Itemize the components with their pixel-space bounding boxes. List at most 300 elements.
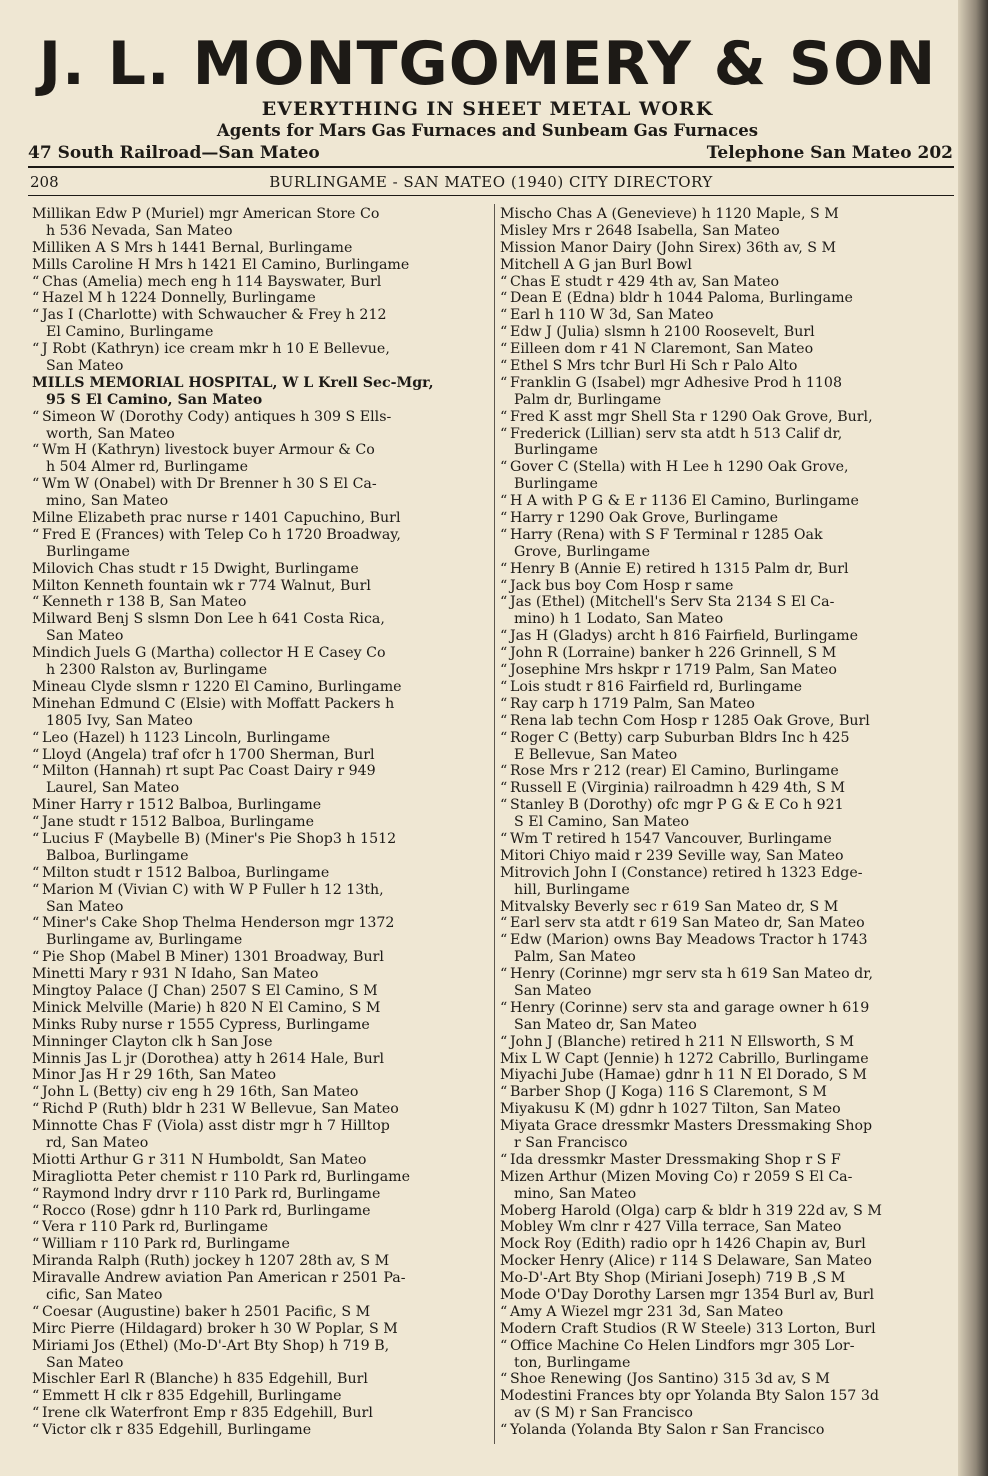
directory-entry-line [500, 527, 948, 544]
entry-text: Miner Harry r 1512 Balboa, Burlingame [32, 797, 322, 814]
directory-entry-line [32, 426, 488, 443]
entry-text: Jas H (Gladys) archt h 816 Fairfield, Burlingame [510, 628, 858, 645]
directory-entry-line [500, 966, 948, 983]
entry-text: Minninger Clayton clk h San Jose [32, 1033, 273, 1050]
entry-text: Mingtoy Palace (J Chan) 2507 S El Camino, S M [32, 982, 378, 999]
directory-entry-line [500, 426, 948, 443]
directory-entry-line [32, 1219, 488, 1236]
entry-text: Vera r 110 Park rd, Burlingame [42, 1219, 269, 1236]
directory-entry-line [500, 240, 948, 257]
directory-entry-line [500, 1321, 948, 1338]
directory-entry-line [500, 865, 948, 882]
ditto-mark: “ [500, 526, 508, 543]
directory-entry-line [32, 324, 488, 341]
entry-text: Burlingame [514, 442, 598, 459]
directory-entry-line [32, 459, 488, 476]
directory-entry-line [500, 223, 948, 240]
entry-text: Burlingame [514, 476, 598, 493]
directory-entry-line [32, 510, 488, 527]
directory-entry-line [500, 578, 948, 595]
ad-contact-row [20, 142, 955, 164]
entry-text: Lucius F (Maybelle B) (Miner's Pie Shop3 h 1512 [42, 830, 397, 847]
directory-entry-line [500, 645, 948, 662]
ad-agents-line: Agents for Mars Gas Furnaces and Sunbeam Gas Furnaces [216, 121, 759, 140]
entry-text: 1805 Ivy, San Mateo [46, 712, 193, 729]
ditto-mark: “ [32, 746, 40, 763]
directory-entry-line [500, 1084, 948, 1101]
directory-entry-line [500, 1219, 948, 1236]
directory-entry-line [32, 1203, 488, 1220]
entry-text: John R (Lorraine) banker h 226 Grinnell, S M [510, 645, 837, 662]
entry-text: Roger C (Betty) carp Suburban Bldrs Inc h 425 [510, 729, 850, 746]
directory-entry-line [32, 223, 488, 240]
directory-entry-line [32, 1017, 488, 1034]
ditto-mark: “ [32, 814, 40, 831]
ditto-mark: “ [32, 1422, 40, 1439]
entry-text: Mills Caroline H Mrs h 1421 El Camino, Burlingame [32, 256, 410, 273]
entry-text: Minor Jas H r 29 16th, San Mateo [32, 1067, 277, 1084]
directory-entry-line [32, 1253, 488, 1270]
entry-text: Rena lab techn Com Hosp r 1285 Oak Grove, Burl [510, 712, 870, 729]
directory-entry-line [32, 932, 488, 949]
entry-text: Balboa, Burlingame [46, 847, 189, 864]
directory-entry-line [32, 274, 488, 291]
entry-text: Emmett H clk r 835 Edgehill, Burlingame [42, 1388, 342, 1405]
ditto-mark: “ [500, 662, 508, 679]
entry-text: av (S M) r San Francisco [514, 1405, 693, 1422]
directory-entry-line [32, 561, 488, 578]
directory-entry-line [32, 645, 488, 662]
ditto-mark: “ [500, 712, 508, 729]
directory-entry-line [500, 392, 948, 409]
directory-entry-line [500, 1203, 948, 1220]
entry-text: rd, San Mateo [46, 1134, 149, 1151]
directory-entry-line [500, 915, 948, 932]
entry-text: Hazel M h 1224 Donnelly, Burlingame [42, 290, 316, 307]
ditto-mark: “ [500, 560, 508, 577]
entry-text: mino) h 1 Lodato, San Mateo [514, 611, 724, 628]
entry-text: Rocco (Rose) gdnr h 110 Park rd, Burlingame [42, 1202, 371, 1219]
entry-text: Minetti Mary r 931 N Idaho, San Mateo [32, 966, 319, 983]
ditto-mark: “ [500, 966, 508, 983]
directory-entry-line [500, 1304, 948, 1321]
directory-entry-line [500, 662, 948, 679]
entry-text: Edw J (Julia) slsmn h 2100 Roosevelt, Burl [510, 324, 815, 341]
entry-text: mino, San Mateo [514, 1185, 637, 1202]
entry-text: San Mateo [46, 898, 124, 915]
entry-text: Mock Roy (Edith) radio opr h 1426 Chapin av, Burl [500, 1236, 866, 1253]
directory-entry-line [500, 1371, 948, 1388]
ditto-mark: “ [32, 1303, 40, 1320]
entry-text: Burlingame [46, 543, 130, 560]
directory-entry-line [500, 983, 948, 1000]
entry-text: Jane studt r 1512 Balboa, Burlingame [42, 814, 314, 831]
entry-text: r San Francisco [514, 1134, 628, 1151]
directory-entry-line [32, 1388, 488, 1405]
ad-telephone: Telephone San Mateo 202 [706, 143, 953, 163]
directory-entry-line [32, 1321, 488, 1338]
entry-text: Miyakusu K (M) gdnr h 1027 Tilton, San Mateo [500, 1101, 841, 1118]
ditto-mark: “ [32, 763, 40, 780]
directory-entry-line [32, 409, 488, 426]
left-column [32, 206, 488, 1439]
ditto-mark: “ [32, 1202, 40, 1219]
directory-entry-line [32, 1422, 488, 1439]
entry-text: John L (Betty) civ eng h 29 16th, San Mateo [42, 1084, 359, 1101]
entry-text: San Mateo dr, San Mateo [514, 1016, 697, 1033]
directory-entry-line [500, 899, 948, 916]
directory-entry-line [500, 257, 948, 274]
entry-text: Mitrovich John I (Constance) retired h 1323 Edge- [500, 864, 863, 881]
entry-text: Minks Ruby nurse r 1555 Cypress, Burlingame [32, 1016, 370, 1033]
directory-entry-line [500, 763, 948, 780]
entry-text: Grove, Burlingame [514, 543, 651, 560]
directory-entry-line [32, 1270, 488, 1287]
entry-text: Lois studt r 816 Fairfield rd, Burlingame [510, 678, 803, 695]
ditto-mark: “ [500, 408, 508, 425]
entry-text: San Mateo [46, 358, 124, 375]
entry-text: Josephine Mrs hskpr r 1719 Palm, San Mateo [510, 662, 837, 679]
directory-entry-line [32, 1101, 488, 1118]
directory-entry-line [32, 1355, 488, 1372]
directory-entry-line [32, 1034, 488, 1051]
directory-entry-line [500, 409, 948, 426]
ditto-mark: “ [32, 949, 40, 966]
running-head: BURLINGAME - SAN MATEO (1940) CITY DIRECTORY [269, 173, 713, 191]
ad-tagline: EVERYTHING IN SHEET METAL WORK [261, 98, 714, 120]
ditto-mark: “ [32, 1236, 40, 1253]
entry-text: Misley Mrs r 2648 Isabella, San Mateo [500, 222, 780, 239]
directory-entry-line [32, 341, 488, 358]
entry-text: Mizen Arthur (Mizen Moving Co) r 2059 S El Ca- [500, 1168, 853, 1185]
directory-entry-line [32, 882, 488, 899]
header-top-rule [28, 166, 954, 168]
entry-text: Chas (Amelia) mech eng h 114 Bayswater, Burl [42, 273, 382, 290]
entry-text: Mode O'Day Dorothy Larsen mgr 1354 Burl av, Burl [500, 1287, 875, 1303]
entry-text: Lloyd (Angela) traf ofcr h 1700 Sherman, Burl [42, 746, 375, 763]
ditto-mark: “ [32, 1388, 40, 1405]
ditto-mark: “ [32, 594, 40, 611]
directory-entry-line [500, 358, 948, 375]
directory-entry-line [32, 1304, 488, 1321]
entry-text: Moberg Harold (Olga) carp & bldr h 319 22d av, S M [500, 1202, 882, 1219]
directory-entry-line [32, 1169, 488, 1186]
ditto-mark: “ [500, 358, 508, 375]
directory-entry-line [500, 1000, 948, 1017]
ditto-mark: “ [500, 999, 508, 1016]
advertisement-banner [20, 30, 955, 164]
ditto-mark: “ [32, 1185, 40, 1202]
entry-text: Fred E (Frances) with Telep Co h 1720 Broadway, [42, 526, 401, 543]
directory-entry-line [32, 594, 488, 611]
entry-text: Milovich Chas studt r 15 Dwight, Burlingame [32, 560, 359, 577]
directory-entry-line [32, 307, 488, 324]
directory-entry-line [500, 1034, 948, 1051]
entry-text: John J (Blanche) retired h 211 N Ellsworth, S M [510, 1033, 854, 1050]
directory-entry-line [32, 628, 488, 645]
entry-text: Jack bus boy Com Hosp r same [510, 577, 734, 594]
entry-text: Mitvalsky Beverly sec r 619 San Mateo dr, S M [500, 898, 839, 915]
directory-entry-line [32, 966, 488, 983]
directory-entry-line [500, 459, 948, 476]
entry-text: Modestini Frances bty opr Yolanda Bty Salon 157 3d [500, 1388, 879, 1405]
ditto-mark: “ [500, 324, 508, 341]
directory-entry-line [500, 1405, 948, 1422]
ditto-mark: “ [32, 915, 40, 932]
entry-text: William r 110 Park rd, Burlingame [42, 1236, 290, 1253]
directory-entry-line [32, 1067, 488, 1084]
entry-text: Minehan Edmund C (Elsie) with Moffatt Packers h [32, 695, 395, 712]
directory-entry-line [500, 932, 948, 949]
ditto-mark: “ [32, 881, 40, 898]
entry-text: worth, San Mateo [46, 425, 175, 442]
directory-entry-line [500, 1422, 948, 1439]
ditto-mark: “ [500, 645, 508, 662]
entry-text: Milton Kenneth fountain wk r 774 Walnut, Burl [32, 577, 371, 594]
ditto-mark: “ [32, 273, 40, 290]
directory-entry-line [32, 1371, 488, 1388]
directory-entry-line [500, 476, 948, 493]
entry-text: Barber Shop (J Koga) 116 S Claremont, S M [510, 1084, 827, 1101]
entry-text: Rose Mrs r 212 (rear) El Camino, Burlingame [510, 763, 839, 780]
directory-entry-line [32, 679, 488, 696]
entry-text: Frederick (Lillian) serv sta atdt h 513 Calif dr, [510, 425, 843, 442]
directory-entry-line [500, 324, 948, 341]
entry-text: Leo (Hazel) h 1123 Lincoln, Burlingame [42, 729, 331, 746]
directory-entry-line [32, 1152, 488, 1169]
entry-text: MILLS MEMORIAL HOSPITAL, W L Krell Sec-Mgr, [32, 374, 434, 391]
directory-entry-line [32, 899, 488, 916]
entry-text: Harry (Rena) with S F Terminal r 1285 Oak [510, 526, 823, 543]
entry-text: ton, Burlingame [514, 1354, 631, 1371]
entry-text: Ethel S Mrs tchr Burl Hi Sch r Palo Alto [510, 358, 798, 375]
entry-text: Burlingame av, Burlingame [46, 932, 243, 949]
directory-entry-line [32, 1084, 488, 1101]
entry-text: Franklin G (Isabel) mgr Adhesive Prod h 1108 [510, 374, 842, 391]
directory-entry-line [500, 730, 948, 747]
entry-text: Mitchell A G jan Burl Bowl [500, 256, 692, 273]
page-number: 208 [30, 173, 59, 191]
ditto-mark: “ [500, 307, 508, 324]
directory-entry-line [32, 544, 488, 561]
entry-text: Yolanda (Yolanda Bty Salon r San Francisco [510, 1422, 825, 1439]
directory-entry-line [500, 1169, 948, 1186]
directory-entry-line [500, 1101, 948, 1118]
entry-text: Raymond lndry drvr r 110 Park rd, Burlingame [42, 1185, 381, 1202]
directory-entry-line [500, 1355, 948, 1372]
entry-text: Wm T retired h 1547 Vancouver, Burlingame [510, 830, 832, 847]
ditto-mark: “ [32, 341, 40, 358]
ditto-mark: “ [32, 830, 40, 847]
directory-entry-line [32, 983, 488, 1000]
entry-text: Marion M (Vivian C) with W P Fuller h 12 13th, [42, 881, 384, 898]
entry-text: S El Camino, San Mateo [514, 814, 690, 831]
entry-text: Mirc Pierre (Hildagard) broker h 30 W Poplar, S M [32, 1320, 398, 1337]
ditto-mark: “ [500, 341, 508, 358]
ditto-mark: “ [500, 628, 508, 645]
directory-entry-line [500, 1067, 948, 1084]
directory-entry-line [500, 1152, 948, 1169]
directory-entry-line [500, 848, 948, 865]
directory-entry-line [500, 493, 948, 510]
directory-entry-line [32, 814, 488, 831]
directory-entry-line [500, 814, 948, 831]
directory-entry-line [32, 493, 488, 510]
ditto-mark: “ [500, 374, 508, 391]
entry-text: Russell E (Virginia) railroadmn h 429 4th, S M [510, 780, 846, 797]
entry-text: Gover C (Stella) with H Lee h 1290 Oak Grove, [510, 459, 849, 476]
entry-text: h 504 Almer rd, Burlingame [46, 459, 248, 476]
ditto-mark: “ [500, 510, 508, 527]
entry-text: Miranda Ralph (Ruth) jockey h 1207 28th av, S M [32, 1253, 390, 1270]
entry-text: Milton (Hannah) rt supt Pac Coast Dairy r 949 [42, 763, 376, 780]
entry-text: cific, San Mateo [46, 1287, 163, 1303]
entry-text: Mix L W Capt (Jennie) h 1272 Cabrillo, Burlingame [500, 1050, 869, 1067]
directory-entry-line [32, 1118, 488, 1135]
entry-text: Millikan Edw P (Muriel) mgr American Store Co [32, 206, 380, 222]
entry-text: Miravalle Andrew aviation Pan American r 2501 Pa- [32, 1270, 406, 1287]
directory-entry-line [500, 1338, 948, 1355]
entry-text: h 536 Nevada, San Mateo [46, 222, 233, 239]
entry-text: Miyachi Jube (Hamae) gdnr h 11 N El Dorado, S M [500, 1067, 867, 1084]
entry-text: Office Machine Co Helen Lindfors mgr 305 Lor- [510, 1337, 855, 1354]
entry-text: Miragliotta Peter chemist r 110 Park rd, Burlingame [32, 1168, 410, 1185]
directory-entry-line [500, 696, 948, 713]
entry-text: Coesar (Augustine) baker h 2501 Pacific, S M [42, 1303, 371, 1320]
directory-entry-line [500, 949, 948, 966]
ditto-mark: “ [500, 1303, 508, 1320]
directory-entry-line [32, 375, 488, 392]
directory-entry-line [500, 1270, 948, 1287]
ditto-mark: “ [500, 1084, 508, 1101]
directory-entry-line [32, 611, 488, 628]
entry-text: Pie Shop (Mabel B Miner) 1301 Broadway, Burl [42, 949, 384, 966]
directory-entry-line [500, 797, 948, 814]
directory-entry-line [500, 1118, 948, 1135]
entry-text: Modern Craft Studios (R W Steele) 313 Lorton, Burl [500, 1320, 876, 1337]
directory-entry-line [32, 1135, 488, 1152]
directory-entry-line [32, 1000, 488, 1017]
entry-text: Miyata Grace dressmkr Masters Dressmaking Shop [500, 1118, 873, 1135]
entry-text: Irene clk Waterfront Emp r 835 Edgehill, Burl [42, 1405, 373, 1422]
directory-entry-line [32, 358, 488, 375]
entry-text: Simeon W (Dorothy Cody) antiques h 309 S Ells- [42, 408, 392, 425]
directory-entry-line [32, 949, 488, 966]
directory-entry-line [32, 527, 488, 544]
directory-entry-line [32, 696, 488, 713]
directory-entry-line [32, 763, 488, 780]
entry-text: Mischler Earl R (Blanche) h 835 Edgehill, Burl [32, 1371, 368, 1388]
directory-entry-line [32, 662, 488, 679]
directory-entry-line [32, 1236, 488, 1253]
entry-text: Mitori Chiyo maid r 239 Seville way, San Mateo [500, 847, 844, 864]
entry-text: Mo-D'-Art Bty Shop (Miriani Joseph) 719 B ,S M [500, 1270, 846, 1287]
ditto-mark: “ [500, 459, 508, 476]
entry-text: h 2300 Ralston av, Burlingame [46, 662, 268, 679]
ditto-mark: “ [500, 678, 508, 695]
ditto-mark: “ [32, 442, 40, 459]
entry-text: Palm dr, Burlingame [514, 391, 662, 408]
directory-entry-line [32, 1287, 488, 1304]
entry-text: Amy A Wiezel mgr 231 3d, San Mateo [510, 1303, 784, 1320]
entry-text: Earl serv sta atdt r 619 San Mateo dr, San Mateo [510, 915, 865, 932]
directory-entry-line [32, 476, 488, 493]
directory-entry-line [32, 240, 488, 257]
entry-text: Mobley Wm clnr r 427 Villa terrace, San Mateo [500, 1219, 842, 1236]
ad-address: 47 South Railroad—San Mateo [28, 143, 320, 163]
ditto-mark: “ [500, 695, 508, 712]
ditto-mark: “ [500, 1422, 508, 1439]
entry-text: Ida dressmkr Master Dressmaking Shop r S F [510, 1151, 841, 1168]
entry-text: San Mateo [46, 1354, 124, 1371]
entry-text: Henry B (Annie E) retired h 1315 Palm dr, Burl [510, 560, 849, 577]
entry-text: Palm, San Mateo [514, 949, 636, 966]
entry-text: Minnis Jas L jr (Dorothea) atty h 2614 Hale, Burl [32, 1050, 385, 1067]
directory-entry-line [32, 747, 488, 764]
directory-entry-line [32, 831, 488, 848]
directory-entry-line [500, 510, 948, 527]
ditto-mark: “ [500, 932, 508, 949]
directory-entry-line [500, 882, 948, 899]
entry-text: Stanley B (Dorothy) ofc mgr P G & E Co h 921 [510, 797, 844, 814]
entry-text: Henry (Corinne) serv sta and garage owner h 619 [510, 999, 870, 1016]
ditto-mark: “ [32, 476, 40, 493]
ditto-mark: “ [500, 290, 508, 307]
book-spine-edge [958, 0, 988, 1476]
directory-entry-line [32, 865, 488, 882]
directory-entry-line [32, 206, 488, 223]
ditto-mark: “ [500, 729, 508, 746]
ditto-mark: “ [500, 1151, 508, 1168]
directory-entry-line [500, 780, 948, 797]
directory-entry-line [500, 1287, 948, 1304]
ditto-mark: “ [32, 290, 40, 307]
entry-text: Minnotte Chas F (Viola) asst distr mgr h 7 Hilltop [32, 1118, 390, 1135]
directory-entry-line [500, 1135, 948, 1152]
ditto-mark: “ [500, 797, 508, 814]
entry-text: Milward Benj S slsmn Don Lee h 641 Costa Rica, [32, 611, 385, 628]
entry-text: Laurel, San Mateo [46, 780, 180, 797]
entry-text: E Bellevue, San Mateo [514, 746, 678, 763]
ad-company-name: J. L. MONTGOMERY & SON [38, 29, 937, 99]
directory-entry-line [32, 257, 488, 274]
directory-entry-line [32, 780, 488, 797]
ditto-mark: “ [32, 1084, 40, 1101]
directory-entry-line [32, 392, 488, 409]
directory-entry-line [32, 1405, 488, 1422]
ditto-mark: “ [32, 864, 40, 881]
directory-entry-line [32, 848, 488, 865]
header-bottom-rule [28, 195, 954, 196]
directory-entry-line [500, 679, 948, 696]
entry-text: Mocker Henry (Alice) r 114 S Delaware, San Mateo [500, 1253, 872, 1270]
directory-entry-line [32, 1186, 488, 1203]
directory-entry-line [500, 1236, 948, 1253]
entry-text: Wm W (Onabel) with Dr Brenner h 30 S El Ca- [42, 476, 377, 493]
ditto-mark: “ [500, 1337, 508, 1354]
ditto-mark: “ [32, 1101, 40, 1118]
ditto-mark: “ [500, 273, 508, 290]
right-column [500, 206, 948, 1439]
ditto-mark: “ [500, 594, 508, 611]
ditto-mark: “ [32, 307, 40, 324]
entry-text: Mindich Juels G (Martha) collector H E Casey Co [32, 645, 386, 662]
ditto-mark: “ [500, 830, 508, 847]
entry-text: El Camino, Burlingame [46, 324, 214, 341]
directory-entry-line [32, 713, 488, 730]
entry-text: San Mateo [514, 982, 592, 999]
directory-entry-line [500, 274, 948, 291]
